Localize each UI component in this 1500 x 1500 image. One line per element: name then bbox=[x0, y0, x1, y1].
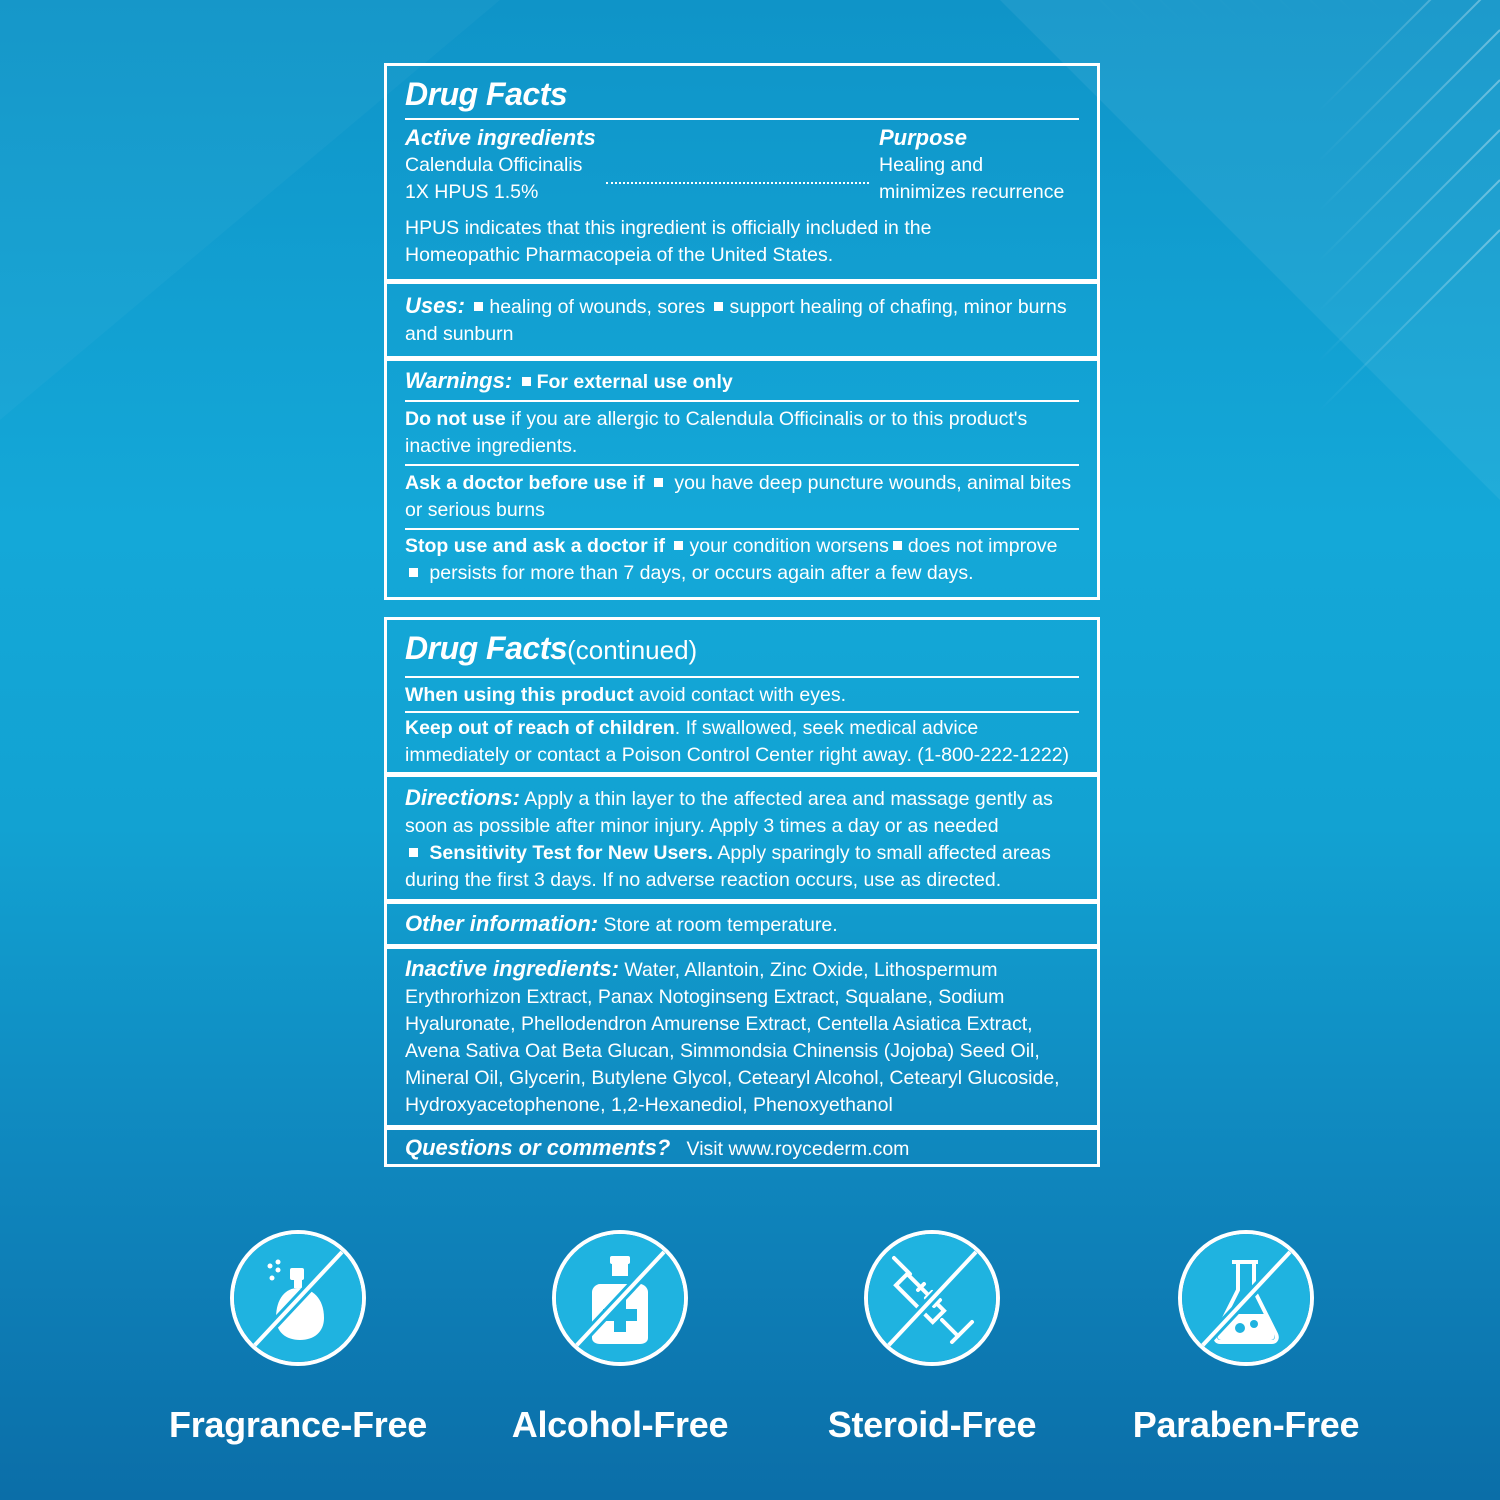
stop-use-item: persists for more than 7 days, or occurs again after a few days. bbox=[429, 562, 974, 584]
inactive-ingredients-label: Inactive ingredients: bbox=[405, 956, 619, 981]
drug-facts-continued-panel bbox=[384, 617, 1100, 1167]
badge-paraben-free bbox=[1086, 1230, 1406, 1446]
uses-section bbox=[387, 284, 1097, 356]
bullet-icon bbox=[714, 302, 723, 311]
drug-facts-continued-header bbox=[387, 620, 1097, 670]
badge-alcohol-free bbox=[460, 1230, 780, 1446]
directions-text: Apply a thin layer to the affected area and massage gently as soon as possible after minor injury. Apply 3 times a day or as needed bbox=[405, 788, 1053, 837]
do-not-use-section bbox=[387, 402, 1097, 464]
keep-out-text: . If swallowed, seek medical advice immediately or contact a Poison Control Center right away. (1-800-222-1222) bbox=[405, 717, 1070, 766]
when-using-section bbox=[387, 678, 1097, 711]
questions-label: Questions or comments? bbox=[405, 1135, 671, 1160]
bullet-icon bbox=[409, 568, 418, 577]
inactive-ingredients-section bbox=[387, 949, 1097, 1125]
when-using-text: avoid contact with eyes. bbox=[633, 684, 847, 706]
inactive-ingredients-text: Water, Allantoin, Zinc Oxide, Lithospermum Erythrorhizon Extract, Panax Notoginseng Extract, Squalane, Sodium Hyaluronate, Phellodendron Amurense Extract, Centella Asiatica Extract, Avena Sativa Oat Beta Glucan, Simmondsia Chinensis (Jojoba) Seed Oil, Mineral Oil, Glycerin, Butylene Glycol, Cetearyl Alcohol, Cetearyl Glucoside, Hydroxyacetophenone, 1,2-Hexanediol, Phenoxyethanol bbox=[405, 959, 1060, 1116]
uses-item: healing of wounds, sores bbox=[489, 296, 706, 318]
stop-use-item: your condition worsens bbox=[689, 535, 889, 557]
active-ingredient-name: Calendula Officinalis bbox=[405, 154, 583, 176]
ask-doctor-label: Ask a doctor before use if bbox=[405, 472, 645, 494]
badge-steroid-free bbox=[772, 1230, 1092, 1446]
badge-label: Alcohol-Free bbox=[511, 1404, 729, 1445]
ask-doctor-text: you have deep puncture wounds, animal bites or serious burns bbox=[405, 472, 1072, 521]
other-information-section bbox=[387, 904, 1097, 944]
stop-use-item: does not improve bbox=[907, 535, 1058, 557]
no-perfume-icon bbox=[230, 1230, 366, 1366]
drug-facts-header bbox=[387, 66, 1097, 114]
no-syringe-icon bbox=[864, 1230, 1000, 1366]
when-using-label: When using this product bbox=[405, 684, 634, 706]
do-not-use-text: if you are allergic to Calendula Officinalis or to this product's inactive ingredients. bbox=[405, 408, 1028, 457]
purpose-line-1: Healing and bbox=[879, 154, 984, 176]
bullet-icon bbox=[654, 478, 663, 487]
sensitivity-label: Sensitivity Test for New Users. bbox=[429, 842, 713, 864]
keep-out-label: Keep out of reach of children bbox=[405, 717, 675, 739]
active-ingredients-heading: Active ingredients bbox=[405, 125, 596, 150]
free-from-badges bbox=[0, 1230, 1500, 1460]
dotted-leader bbox=[606, 181, 869, 184]
bullet-icon bbox=[893, 541, 902, 550]
bullet-icon bbox=[409, 848, 418, 857]
continued-label: (continued) bbox=[567, 635, 698, 665]
directions-label: Directions: bbox=[405, 785, 520, 810]
uses-label: Uses: bbox=[405, 293, 465, 318]
bullet-icon bbox=[674, 541, 683, 550]
active-ingredient-strength: 1X HPUS 1.5% bbox=[405, 181, 539, 203]
purpose-line-2: minimizes recurrence bbox=[879, 181, 1065, 203]
warnings-label: Warnings: bbox=[405, 368, 513, 393]
questions-link[interactable]: Visit www.roycederm.com bbox=[686, 1138, 910, 1160]
do-not-use-label: Do not use bbox=[405, 408, 506, 430]
warnings-section bbox=[387, 361, 1097, 400]
other-information-text: Store at room temperature. bbox=[598, 914, 838, 936]
bullet-icon bbox=[474, 302, 483, 311]
bullet-icon bbox=[522, 377, 531, 386]
purpose-heading: Purpose bbox=[879, 125, 968, 150]
stop-use-section bbox=[387, 530, 1097, 587]
ask-doctor-section bbox=[387, 466, 1097, 528]
questions-section bbox=[387, 1130, 1097, 1163]
drug-facts-title: Drug Facts bbox=[405, 630, 568, 666]
drug-facts-title: Drug Facts bbox=[405, 76, 568, 112]
badge-label: Fragrance-Free bbox=[169, 1404, 427, 1445]
drug-facts-panel bbox=[384, 63, 1100, 600]
no-alcohol-bottle-icon bbox=[552, 1230, 688, 1366]
other-information-label: Other information: bbox=[405, 911, 599, 936]
warnings-item: For external use only bbox=[536, 371, 733, 393]
no-flask-icon bbox=[1178, 1230, 1314, 1366]
sensitivity-text: Apply sparingly to small affected areas during the first 3 days. If no adverse reaction occurs, use as directed. bbox=[405, 842, 1051, 891]
badge-fragrance-free bbox=[138, 1230, 458, 1446]
uses-item: support healing of chafing, minor burns and sunburn bbox=[405, 296, 1067, 345]
active-ingredients-section bbox=[387, 120, 1097, 273]
hpus-note: HPUS indicates that this ingredient is officially included in the Homeopathic Pharmacopeia of the United States. bbox=[405, 217, 932, 266]
badge-label: Paraben-Free bbox=[1132, 1404, 1360, 1445]
directions-section bbox=[387, 777, 1097, 899]
badge-label: Steroid-Free bbox=[827, 1404, 1037, 1445]
stop-use-label: Stop use and ask a doctor if bbox=[405, 535, 666, 557]
keep-out-section bbox=[387, 713, 1097, 772]
